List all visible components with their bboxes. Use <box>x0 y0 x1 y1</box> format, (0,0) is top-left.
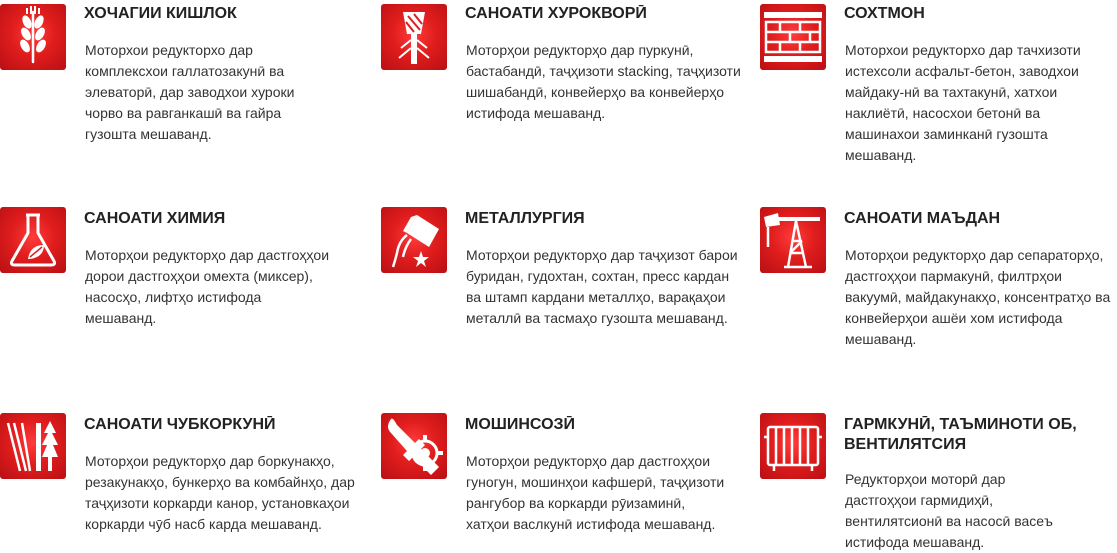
card-description: Моторҳои редукторҳо дар боркунакҳо, резакунакҳо, бункерҳо ва комбайнҳо, дар таҷҳизоти коркарди канор, установкаҳои коркарди чӯб насб карда мешаванд. <box>85 453 355 532</box>
card-title: ХОЧАГИИ КИШЛОК <box>84 5 237 22</box>
card-description: Моторҳои редукторҳо дар пуркунӣ, бастабандӣ, таҷҳизоти stacking, таҷҳизоти шишабандӣ, конвейерҳо ва конвейерҳо истифода мешаванд. <box>466 42 741 121</box>
industry-card-food <box>381 4 751 194</box>
card-description: Моторҳои редукторҳо дар дастгоҳҳои гуногун, мошинҳои кафшерӣ, таҷҳизоти рангубор ва коркарди рӯизаминӣ, хатҳои васлкунӣ истифода мешаванд. <box>466 453 725 532</box>
card-description: Моторҳои редукторҳо дар сепараторҳо, дастгоҳҳои пармакунӣ, филтрҳои вакуумӣ, майдакунакҳо, консентратҳо ва конвейерҳои ашёи хом истифода мешаванд. <box>845 247 1111 347</box>
lumber-icon <box>0 413 66 479</box>
card-title: САНОАТИ ХИМИЯ <box>84 210 226 227</box>
wrench-gear-icon <box>381 413 447 479</box>
radiator-icon <box>760 413 826 479</box>
industry-card-agriculture <box>0 4 360 194</box>
card-title: САНОАТИ МАЪДАН <box>844 210 1001 227</box>
industry-card-heating <box>760 413 1117 551</box>
industry-card-woodworking <box>0 413 370 551</box>
food-industry-icon <box>381 4 447 70</box>
industry-card-metallurgy <box>381 207 751 397</box>
card-title: САНОАТИ ЧУБКОРКУНӢ <box>84 416 276 433</box>
card-description: Моторҳои редукторҳо дар дастгоҳҳои дорои дастгоҳҳои омехта (миксер), насосҳо, лифтҳо истифода мешаванд. <box>85 247 330 326</box>
card-description: Моторхои редукторхо дар тачхизоти истехсоли асфальт-бетон, заводхои майдаку-нӣ ва тахтакунӣ, хатхои наклиётӣ, насосхои бетонӣ ва машинахои заминканӣ гузошта мешаванд. <box>845 42 1081 163</box>
card-title: МОШИНСОЗӢ <box>465 416 576 433</box>
card-description: Моторҳои редукторҳо дар таҷҳизот барои буридан, гудохтан, сохтан, пресс кардан ва штамп кардани металлҳо, варақаҳои металлӣ ва тасмаҳо гузошта мешаванд. <box>466 247 738 326</box>
ladle-icon <box>381 207 447 273</box>
industry-card-chemistry <box>0 207 360 397</box>
card-description: Моторхои редукторхо дар комплексхои галлатозакунӣ ва элеваторӣ, дар заводхои хуроки чорво ва равганкашӣ ва гайра гузошта мешаванд. <box>85 42 295 142</box>
card-title: МЕТАЛЛУРГИЯ <box>465 210 585 227</box>
oil-pump-icon <box>760 207 826 273</box>
industry-card-machinery <box>381 413 751 551</box>
brick-wall-icon <box>760 4 826 70</box>
industry-card-mining <box>760 207 1117 397</box>
flask-icon <box>0 207 66 273</box>
card-title: СОХТМОН <box>844 5 925 22</box>
industry-card-construction <box>760 4 1117 194</box>
card-title: ГАРМКУНӢ, ТАЪМИНОТИ ОБ, ВЕНТИЛЯТСИЯ <box>844 416 1077 453</box>
wheat-icon <box>0 4 66 70</box>
card-description: Редукторҳои моторӣ дар дастгоҳҳои гармидиҳӣ, вентилятсионӣ ва насосӣ васеъ истифода мешаванд. <box>845 471 1053 550</box>
card-title: САНОАТИ ХУРОКВОРӢ <box>465 5 647 22</box>
